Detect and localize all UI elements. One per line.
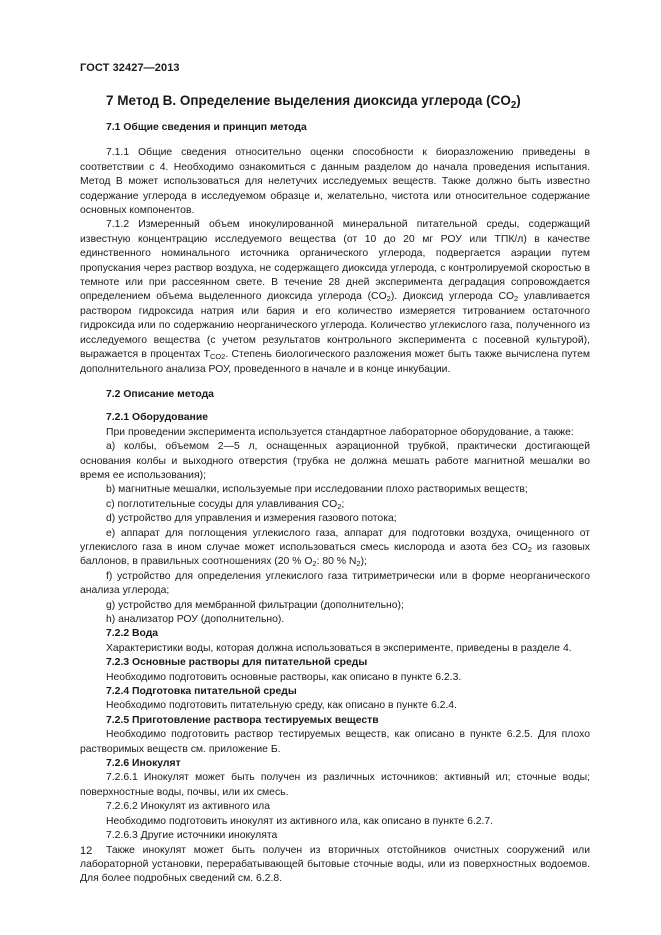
- paragraph-7-1-2: 7.1.2 Измеренный объем инокулированной минеральной питательной среды, содержащий известную концентрацию исследуемого вещества (от 10 до 20 мг РОУ или ТПК/л) в качестве единственного номинального источника органического углерода, подвергается аэрации путем пропускания через раствор воздуха, не содержащего диоксида углерода, с контролируемой скоростью в темноте или при рассеянном свете. В течение 28 дней эксперимента деградация сопровождается определением объема выделенного диоксида углерода $(CO_2)$. Диоксид углерода $CO_2$ улавливается раствором гидроксида натрия или бария и его количество измеряется титрованием остаточного гидроксида или по содержанию неорганического углерода. Количество углекислого газа, полученного из исследуемого вещества (с учетом результатов контрольного эксперимента с посевной культурой), выражается в процентах $T_{CO2}$. Степень биологического разложения может быть также вычислена путем дополнительного анализа РОУ, проведенного в начале и в конце инкубации.: [80, 219, 590, 375]
- heading-7-2-3: 7.2.3 Основные растворы для питательной среды: [106, 657, 368, 669]
- list-item-c: c) поглотительные сосуды для улавливания $CO_2$;: [106, 498, 345, 511]
- heading-7-2-6: 7.2.6 Инокулят: [106, 758, 181, 770]
- medium-text: Необходимо подготовить питательную среду, как описано в пункте 6.2.4.: [106, 700, 457, 712]
- body-text: [80, 121, 590, 887]
- page-number: 12: [80, 845, 93, 857]
- inoculum-7-2-6-2: 7.2.6.2 Инокулят из активного ила: [106, 801, 270, 813]
- equipment-intro: При проведении эксперимента используется стандартное лабораторное оборудование, а также:: [106, 426, 574, 438]
- list-item-e: e) аппарат для поглощения углекислого газа, аппарат для подготовки воздуха, очищенного от углекислого газа в ином случае может использоваться смесь кислорода и азота без $CO_2$ из газовых баллонов, в правильных соотношениях (20 % $O_2$: 80 % $N_2$);: [80, 527, 590, 569]
- heading-7-2-2: 7.2.2 Вода: [106, 628, 159, 640]
- water-text: Характеристики воды, которая должна использоваться в эксперименте, приведены в разделе 4.: [106, 642, 572, 654]
- section-title: 7 Метод В. Определение выделения диоксида углерода $(CO_2)$: [106, 93, 521, 111]
- list-item-g: g) устройство для мембранной фильтрации (дополнительно);: [106, 599, 404, 611]
- inoculum-7-2-6-3-text: Также инокулят может быть получен из вторичных отстойников очистных сооружений или лабораторной установки, перерабатывающей бытовые сточные воды, или из поверхностных водоемов. Для более подробных сведений см. 6.2.8.: [80, 844, 590, 885]
- list-item-b: b) магнитные мешалки, используемые при исследовании плохо растворимых веществ;: [106, 484, 528, 496]
- heading-7-2-5: 7.2.5 Приготовление раствора тестируемых веществ: [106, 714, 379, 726]
- test-solution-text: Необходимо подготовить раствор тестируемых веществ, как описано в пункте 6.2.5. Для плохо растворимых веществ см. приложение Б.: [80, 729, 590, 755]
- heading-7-2-4: 7.2.4 Подготовка питательной среды: [106, 686, 297, 698]
- inoculum-7-2-6-3: 7.2.6.3 Другие источники инокулята: [106, 830, 278, 842]
- list-item-h: h) анализатор РОУ (дополнительно).: [106, 614, 285, 625]
- inoculum-7-2-6-1: 7.2.6.1 Инокулят может быть получен из различных источников: активный ил; сточные воды; поверхностные воды, почвы, или их смесь.: [80, 772, 590, 798]
- solutions-text: Необходимо подготовить основные растворы, как описано в пункте 6.2.3.: [106, 671, 462, 683]
- heading-7-2: 7.2 Описание метода: [106, 388, 214, 400]
- heading-7-2-1: 7.2.1 Оборудование: [106, 412, 208, 424]
- heading-7-1: 7.1 Общие сведения и принцип метода: [106, 122, 307, 133]
- inoculum-7-2-6-2-text: Необходимо подготовить инокулят из активного ила, как описано в пункте 6.2.7.: [106, 815, 494, 827]
- list-item-d: d) устройство для управления и измерения газового потока;: [106, 513, 397, 525]
- paragraph-7-1-1: 7.1.1 Общие сведения относительно оценки способности к биоразложению приведены в соответствии с 4. Необходимо ознакомиться с данным разделом до начала проведения испытания. Метод В может использоваться для нелетучих исследуемых веществ. Также должно быть известно содержание углерода в исследуемом образце и, желательно, чистота или относительное содержание основных компонентов.: [80, 147, 590, 217]
- list-item-f: f) устройство для определения углекислого газа титриметрически или в форме неорганического анализа углерода;: [80, 570, 590, 597]
- standard-number: ГОСТ 32427—2013: [80, 62, 180, 74]
- list-item-a: a) колбы, объемом 2—5 л, оснащенных аэрационной трубкой, практически достигающей основания колбы и выходного отверстия (трубка не должна мешать работе магнитной мешалки во время ее использования);: [80, 441, 590, 481]
